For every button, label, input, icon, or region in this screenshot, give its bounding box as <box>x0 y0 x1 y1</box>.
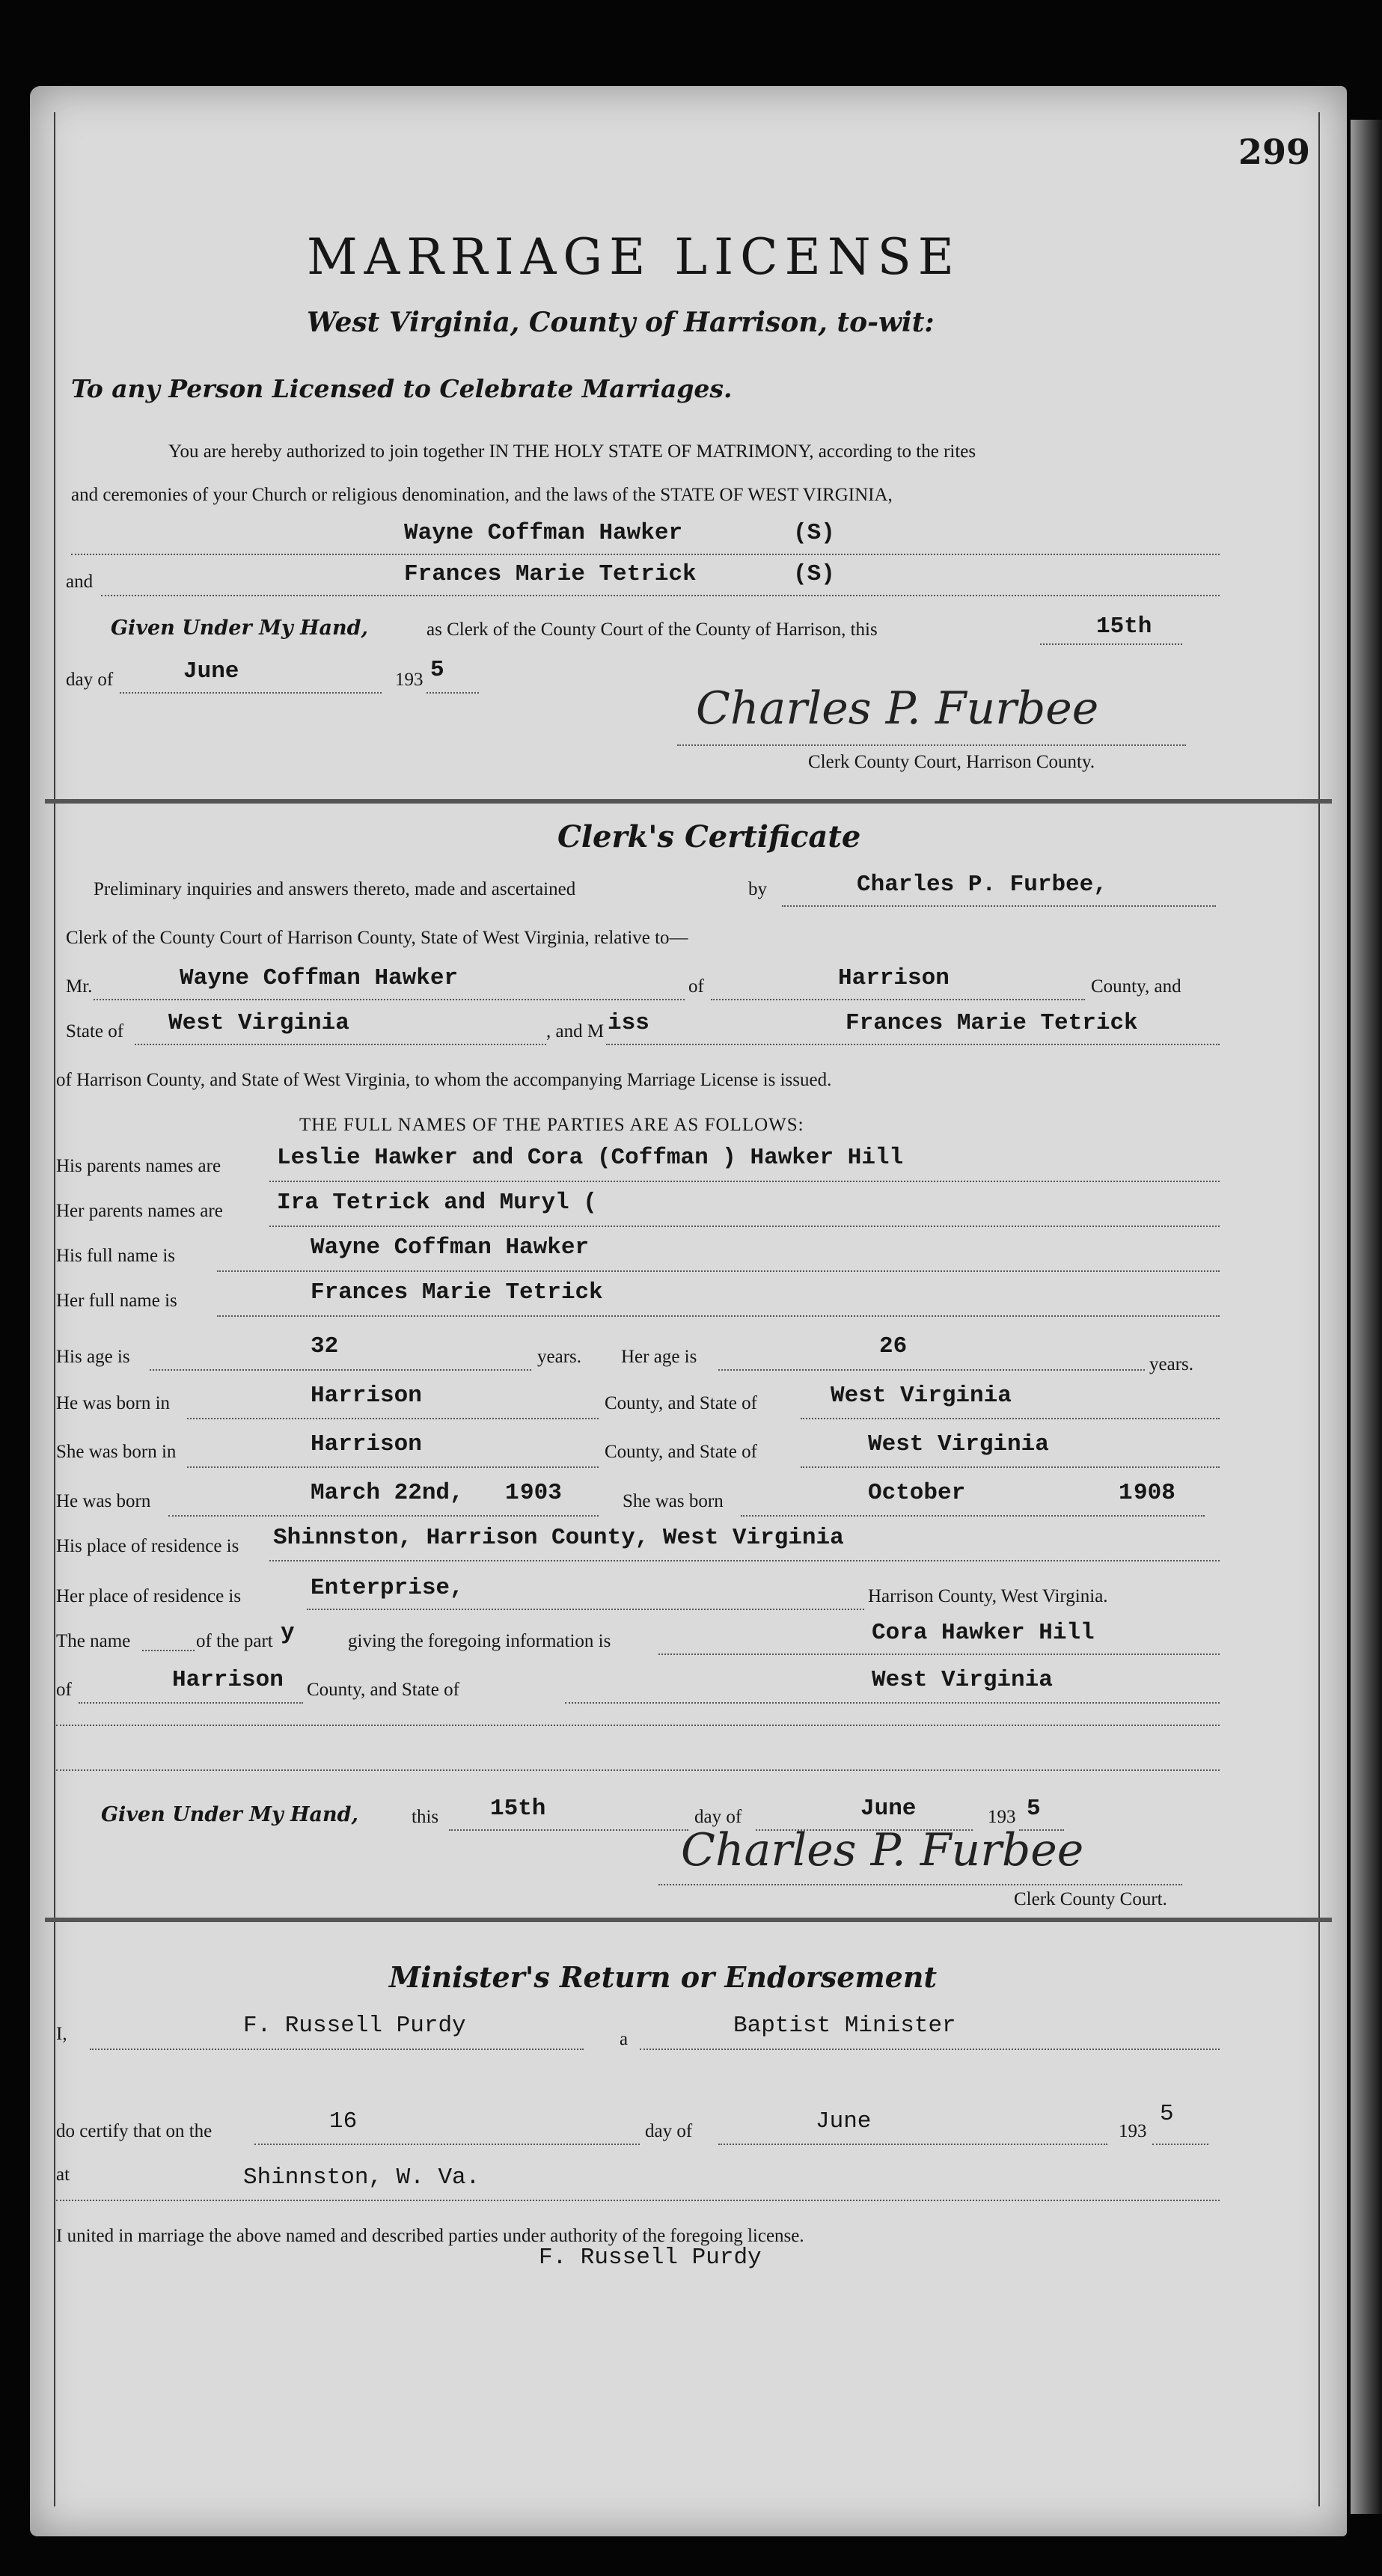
party-suffix: y <box>281 1620 295 1646</box>
years-label-1: years. <box>537 1347 581 1367</box>
groom-underline <box>71 554 1220 555</box>
her-age-label: Her age is <box>621 1347 697 1367</box>
day-underline <box>1040 643 1182 645</box>
his-parents-underline <box>269 1181 1220 1182</box>
license-body-line1: You are hereby authorized to join together IN THE HOLY STATE OF MATRIMONY, according to the rites <box>168 441 976 462</box>
county-state-label-3: County, and State of <box>307 1680 459 1700</box>
clerk-relative-line: Clerk of the County Court of Harrison County, State of West Virginia, relative to— <box>66 928 688 948</box>
county-and-label: County, and <box>1091 976 1181 997</box>
he-born-county-underline <box>187 1418 599 1419</box>
minister-name-underline <box>90 2049 584 2050</box>
certificate-heading: Clerk's Certificate <box>557 819 861 854</box>
he-born-state-underline <box>801 1418 1220 1419</box>
county-state-label-2: County, and State of <box>605 1442 757 1462</box>
her-full-underline <box>217 1315 1220 1317</box>
harrison-line: of Harrison County, and State of West Virginia, to whom the accompanying Marriage License is issued. <box>56 1070 832 1090</box>
she-born-state: West Virginia <box>868 1431 1049 1457</box>
year-prefix-3: 193 <box>1119 2121 1147 2141</box>
certify-label: do certify that on the <box>56 2121 213 2141</box>
clerk-caption-1: Clerk County Court, Harrison County. <box>808 752 1095 772</box>
clerk-caption-2: Clerk County Court. <box>1014 1889 1167 1909</box>
her-residence: Enterprise, <box>311 1575 464 1601</box>
given-under-hand-2: Given Under My Hand, <box>101 1803 358 1826</box>
given-year: 5 <box>1027 1796 1041 1822</box>
minister-year: 5 <box>1160 2101 1174 2127</box>
given-day: 15th <box>490 1796 546 1822</box>
miss-name: Frances Marie Tetrick <box>846 1010 1138 1036</box>
name-of-gap <box>142 1650 195 1651</box>
bride-name: Frances Marie Tetrick <box>404 561 697 587</box>
mr-name: Wayne Coffman Hawker <box>180 965 459 991</box>
her-full-label: Her full name is <box>56 1291 177 1311</box>
year-prefix-2: 193 <box>988 1807 1016 1827</box>
she-born-state-underline <box>801 1466 1220 1468</box>
minister-signature: F. Russell Purdy <box>539 2245 762 2271</box>
ascertained-by: Charles P. Furbee, <box>857 872 1107 898</box>
year-prefix: 193 <box>395 670 424 690</box>
united-text: I united in marriage the above named and described parties under authority of the foregoing license. <box>56 2226 804 2246</box>
she-born-date: October <box>868 1480 966 1506</box>
his-residence: Shinnston, Harrison County, West Virginia <box>273 1525 844 1551</box>
blank-line-1 <box>56 1725 1220 1726</box>
section-divider-2 <box>45 1918 1332 1922</box>
informant-underline <box>658 1653 1220 1655</box>
blank-line-2 <box>56 1769 1220 1771</box>
she-born-label: She was born <box>623 1491 724 1511</box>
informant-name: Cora Hawker Hill <box>872 1620 1095 1646</box>
her-age: 26 <box>879 1333 908 1359</box>
he-born-county: Harrison <box>311 1383 422 1409</box>
mr-state: West Virginia <box>168 1010 349 1036</box>
license-year: 5 <box>430 657 444 683</box>
license-title: MARRIAGE LICENSE <box>307 228 961 286</box>
county-underline <box>711 999 1085 1000</box>
giving-label: giving the foregoing information is <box>348 1631 611 1651</box>
given-under-hand: Given Under My Hand, <box>111 617 368 640</box>
informant-state: West Virginia <box>872 1667 1053 1693</box>
marriage-place: Shinnston, W. Va. <box>243 2164 480 2191</box>
state-underline <box>135 1044 546 1045</box>
given-day-underline <box>449 1829 688 1831</box>
miss-underline <box>606 1044 1220 1045</box>
he-born-label: He was born <box>56 1491 151 1511</box>
section-divider-1 <box>45 799 1332 804</box>
name-of-label: The name <box>56 1631 131 1651</box>
given-text: as Clerk of the County Court of the County of Harrison, this <box>426 619 878 640</box>
and-label: and <box>66 572 94 592</box>
license-month: June <box>183 658 239 685</box>
his-age-label: His age is <box>56 1347 130 1367</box>
her-parents-underline <box>269 1226 1220 1227</box>
parties-heading: THE FULL NAMES OF THE PARTIES ARE AS FOLLOWS: <box>299 1115 804 1135</box>
her-parents-label: Her parents names are <box>56 1201 223 1221</box>
groom-name: Wayne Coffman Hawker <box>404 520 683 546</box>
minister-day: 16 <box>329 2108 358 2135</box>
he-born-state: West Virginia <box>831 1383 1012 1409</box>
prelim-text: Preliminary inquiries and answers thereto, made and ascertained <box>94 879 576 899</box>
his-residence-label: His place of residence is <box>56 1536 239 1556</box>
this-label: this <box>412 1807 439 1827</box>
of-label-2: of <box>56 1680 72 1700</box>
his-age-underline <box>150 1369 531 1371</box>
year-underline <box>426 692 479 694</box>
mr-label: Mr. <box>66 976 93 997</box>
month-underline <box>120 692 382 694</box>
she-born-county: Harrison <box>311 1431 422 1457</box>
minister-name: F. Russell Purdy <box>243 2013 466 2039</box>
signature-underline-1 <box>677 744 1186 746</box>
bride-mark: (S) <box>793 561 835 587</box>
minister-heading: Minister's Return or Endorsement <box>389 1960 938 1994</box>
informant-state-underline <box>565 1702 1220 1704</box>
by-label: by <box>748 879 767 899</box>
years-label-2: years. <box>1149 1354 1193 1374</box>
her-parents: Ira Tetrick and Muryl ( <box>277 1190 597 1216</box>
informant-county-underline <box>79 1702 303 1704</box>
his-full-label: His full name is <box>56 1246 176 1266</box>
mr-county: Harrison <box>838 965 950 991</box>
she-born-year-prefix: 1 <box>1119 1480 1133 1506</box>
minister-day-underline <box>254 2144 640 2145</box>
he-born-year: 903 <box>520 1480 562 1506</box>
he-born-date: March 22nd, <box>311 1480 464 1506</box>
her-residence-label: Her place of residence is <box>56 1586 242 1606</box>
margin-rule-left <box>54 112 55 2506</box>
her-age-underline <box>718 1369 1145 1371</box>
page-number: 299 <box>1238 132 1311 172</box>
at-label: at <box>56 2164 70 2185</box>
her-residence-underline <box>307 1609 864 1610</box>
informant-county: Harrison <box>172 1667 284 1693</box>
his-parents: Leslie Hawker and Cora (Coffman ) Hawker Hill <box>277 1145 904 1171</box>
he-born-in-label: He was born in <box>56 1393 171 1413</box>
his-parents-label: His parents names are <box>56 1156 221 1176</box>
she-born-county-underline <box>187 1466 599 1468</box>
given-month: June <box>860 1796 917 1822</box>
clerk-signature-2: Charles P. Furbee <box>681 1824 1084 1876</box>
clerk-signature-1: Charles P. Furbee <box>696 682 1099 735</box>
he-born-year-prefix: 1 <box>505 1480 519 1506</box>
his-residence-underline <box>269 1560 1220 1561</box>
salutation: To any Person Licensed to Celebrate Marriages. <box>71 374 733 403</box>
license-body-line2: and ceremonies of your Church or religious denomination, and the laws of the STATE OF WEST VIRGINIA, <box>71 485 893 505</box>
her-residence-suffix: Harrison County, West Virginia. <box>868 1586 1108 1606</box>
place-underline <box>56 2200 1220 2201</box>
margin-rule-right <box>1318 112 1320 2506</box>
minister-year-underline <box>1152 2144 1208 2145</box>
signature-underline-2 <box>658 1884 1182 1885</box>
and-m-label: , and M <box>546 1021 605 1041</box>
binding-gutter <box>1351 120 1382 2514</box>
minister-title: Baptist Minister <box>733 2013 956 2039</box>
day-of-label: day of <box>66 670 114 690</box>
he-born-date-underline <box>168 1515 599 1517</box>
his-full-name: Wayne Coffman Hawker <box>311 1235 590 1261</box>
mr-underline <box>94 999 685 1000</box>
day-of-label-2: day of <box>694 1807 742 1827</box>
miss-value: iss <box>608 1010 649 1036</box>
part-label: of the part <box>196 1631 273 1651</box>
county-state-label-1: County, and State of <box>605 1393 757 1413</box>
his-age: 32 <box>311 1333 339 1359</box>
her-full-name: Frances Marie Tetrick <box>311 1279 603 1306</box>
state-of-label: State of <box>66 1021 124 1041</box>
ascertained-underline <box>782 905 1216 907</box>
she-born-in-label: She was born in <box>56 1442 177 1462</box>
jurisdiction-line: West Virginia, County of Harrison, to-wit: <box>307 307 935 338</box>
a-label: a <box>620 2029 629 2049</box>
day-of-label-3: day of <box>645 2121 693 2141</box>
she-born-year: 908 <box>1134 1480 1175 1506</box>
minister-month: June <box>816 2108 872 2135</box>
license-day: 15th <box>1096 614 1152 640</box>
of-label: of <box>688 976 704 997</box>
bride-underline <box>101 595 1220 596</box>
minister-title-underline <box>640 2049 1220 2050</box>
minister-month-underline <box>718 2144 1107 2145</box>
his-full-underline <box>217 1270 1220 1272</box>
she-born-date-underline <box>741 1515 1205 1517</box>
i-label: I, <box>56 2024 67 2044</box>
groom-mark: (S) <box>793 520 835 546</box>
